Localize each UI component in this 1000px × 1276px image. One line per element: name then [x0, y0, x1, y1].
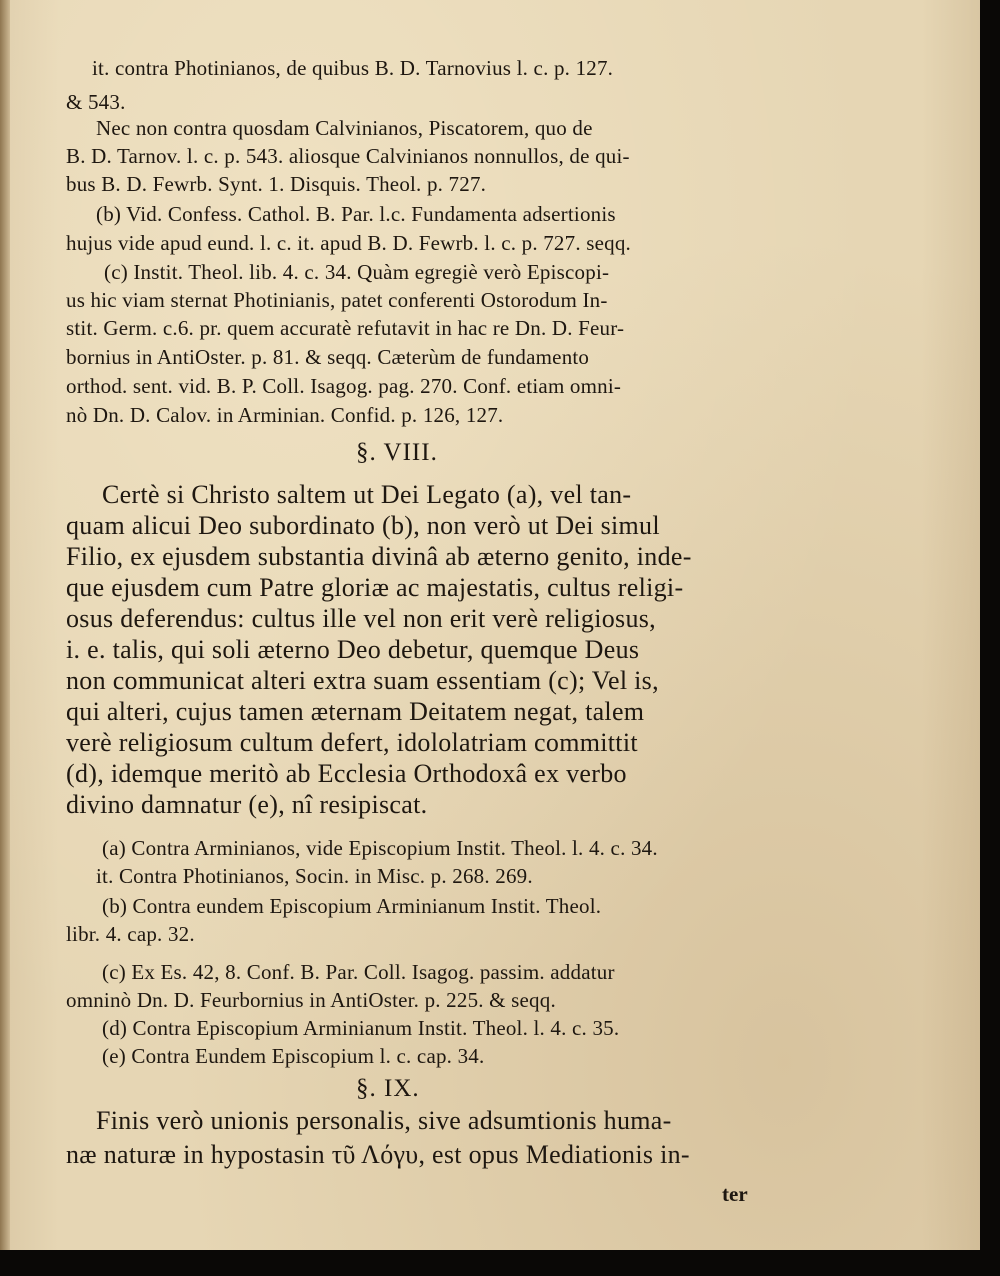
body-line: næ naturæ in hypostasin τῦ Λόγυ, est opus Mediationis in- — [66, 1140, 690, 1169]
catchword: ter — [722, 1182, 748, 1206]
note-line: us hic viam sternat Photinianis, patet conferenti Ostorodum In- — [66, 288, 608, 312]
note-line: nò Dn. D. Calov. in Arminian. Confid. p. 126, 127. — [66, 403, 504, 427]
note-line: it. contra Photinianos, de quibus B. D. Tarnovius l. c. p. 127. — [92, 56, 614, 80]
note-line: hujus vide apud eund. l. c. it. apud B. D. Fewrb. l. c. p. 727. seqq. — [66, 231, 631, 255]
note-line: (d) Contra Episcopium Arminianum Instit. Theol. l. 4. c. 35. — [102, 1016, 620, 1040]
note-line: libr. 4. cap. 32. — [66, 922, 195, 946]
note-line: & 543. — [66, 90, 126, 114]
note-line: bornius in AntiOster. p. 81. & seqq. Cæterùm de fundamento — [66, 345, 590, 369]
body-line: qui alteri, cujus tamen æternam Deitatem negat, talem — [66, 697, 645, 726]
body-line: divino damnatur (e), nî resipiscat. — [66, 790, 428, 819]
note-line: stit. Germ. c.6. pr. quem accuratè refutavit in hac re Dn. D. Feur- — [66, 316, 625, 340]
note-line: omninò Dn. D. Feurbornius in AntiOster. p. 225. & seqq. — [66, 988, 556, 1012]
body-line: i. e. talis, qui soli æterno Deo debetur, quemque Deus — [66, 635, 640, 664]
note-line: bus B. D. Fewrb. Synt. 1. Disquis. Theol. p. 727. — [66, 172, 487, 196]
body-line: quam alicui Deo subordinato (b), non verò ut Dei simul — [66, 511, 660, 540]
section-heading-viii: §. VIII. — [356, 439, 438, 466]
body-line: que ejusdem cum Patre gloriæ ac majestatis, cultus religi- — [66, 573, 684, 602]
body-line: Filio, ex ejusdem substantia divinâ ab æterno genito, inde- — [66, 542, 692, 571]
note-line: (c) Ex Es. 42, 8. Conf. B. Par. Coll. Isagog. passim. addatur — [102, 960, 615, 984]
body-line: (d), idemque meritò ab Ecclesia Orthodoxâ ex verbo — [66, 759, 627, 788]
note-line: orthod. sent. vid. B. P. Coll. Isagog. pag. 270. Conf. etiam omni- — [66, 374, 622, 398]
note-line: B. D. Tarnov. l. c. p. 543. aliosque Calvinianos nonnullos, de qui- — [66, 144, 630, 168]
page-gutter — [0, 0, 10, 1250]
note-line: (a) Contra Arminianos, vide Episcopium Instit. Theol. l. 4. c. 34. — [102, 836, 658, 860]
body-line: Certè si Christo saltem ut Dei Legato (a), vel tan- — [102, 480, 632, 509]
note-line: (b) Contra eundem Episcopium Arminianum Instit. Theol. — [102, 894, 602, 918]
body-line: non communicat alteri extra suam essentiam (c); Vel is, — [66, 666, 659, 695]
note-line: (e) Contra Eundem Episcopium l. c. cap. 34. — [102, 1044, 485, 1068]
body-line: Finis verò unionis personalis, sive adsumtionis huma- — [96, 1106, 672, 1135]
note-line: (b) Vid. Confess. Cathol. B. Par. l.c. Fundamenta adsertionis — [96, 202, 616, 226]
body-line: verè religiosum cultum defert, idololatriam committit — [66, 728, 638, 757]
note-line: (c) Instit. Theol. lib. 4. c. 34. Quàm egregiè verò Episcopi- — [104, 260, 610, 284]
section-heading-ix: §. IX. — [356, 1075, 420, 1102]
body-line: osus deferendus: cultus ille vel non erit verè religiosus, — [66, 604, 656, 633]
note-line: Nec non contra quosdam Calvinianos, Piscatorem, quo de — [96, 116, 593, 140]
note-line: it. Contra Photinianos, Socin. in Misc. p. 268. 269. — [96, 864, 533, 888]
